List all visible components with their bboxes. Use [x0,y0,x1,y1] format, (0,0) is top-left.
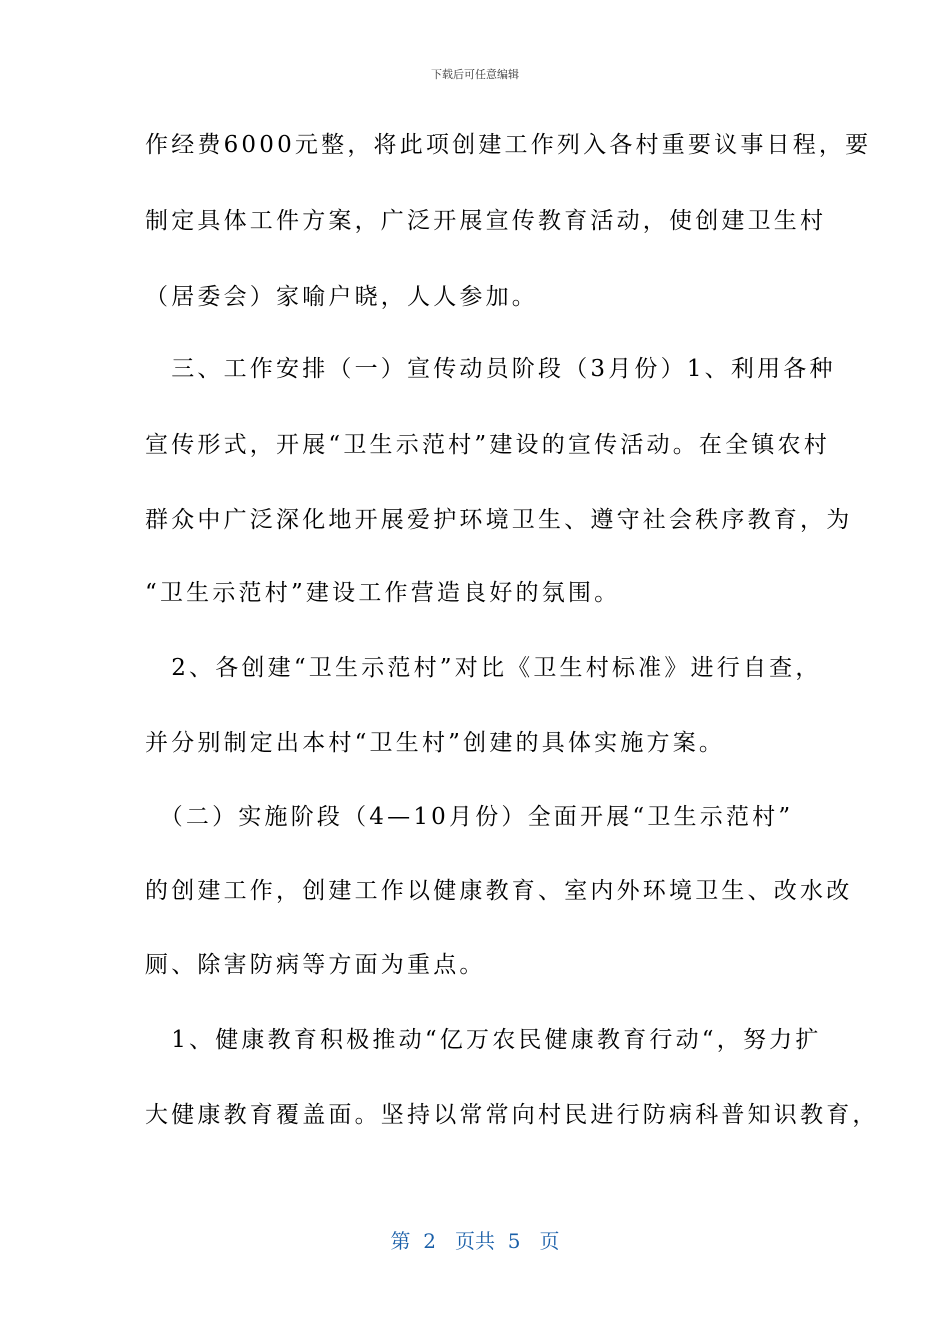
text-line: （居委会）家喻户晓，人人参加。 [145,284,538,310]
download-edit-note: 下载后可任意编辑 [431,68,519,81]
text-line: 群众中广泛深化地开展爱护环境卫生、遵守社会秩序教育，为 [145,507,853,533]
text-line: 三、工作安排（一）宣传动员阶段（3月份）1、利用各种 [145,356,836,382]
text-line: 作经费6000元整，将此项创建工作列入各村重要议事日程，要 [145,132,872,158]
text-line: “卫生示范村”建设工作营造良好的氛围。 [145,580,621,606]
text-line: （二）实施阶段（4—10月份）全面开展“卫生示范村” [145,804,794,830]
text-line: 并分别制定出本村“卫生村”创建的具体实施方案。 [145,730,726,756]
text-line: 1、健康教育积极推动“亿万农民健康教育行动“，努力扩 [145,1027,822,1053]
text-line: 宣传形式，开展“卫生示范村”建设的宣传活动。在全镇农村 [145,432,830,458]
text-line: 大健康教育覆盖面。坚持以常常向村民进行防病科普知识教育， [145,1102,879,1128]
text-line: 2、各创建“卫生示范村”对比《卫生村标准》进行自查， [145,655,822,681]
page-number-footer: 第 2 页共 5 页 [390,1229,560,1253]
text-line: 的创建工作，创建工作以健康教育、室内外环境卫生、改水改 [145,878,853,904]
text-line: 厕、除害防病等方面为重点。 [145,952,486,978]
text-line: 制定具体工件方案，广泛开展宣传教育活动，使创建卫生村 [145,208,827,234]
